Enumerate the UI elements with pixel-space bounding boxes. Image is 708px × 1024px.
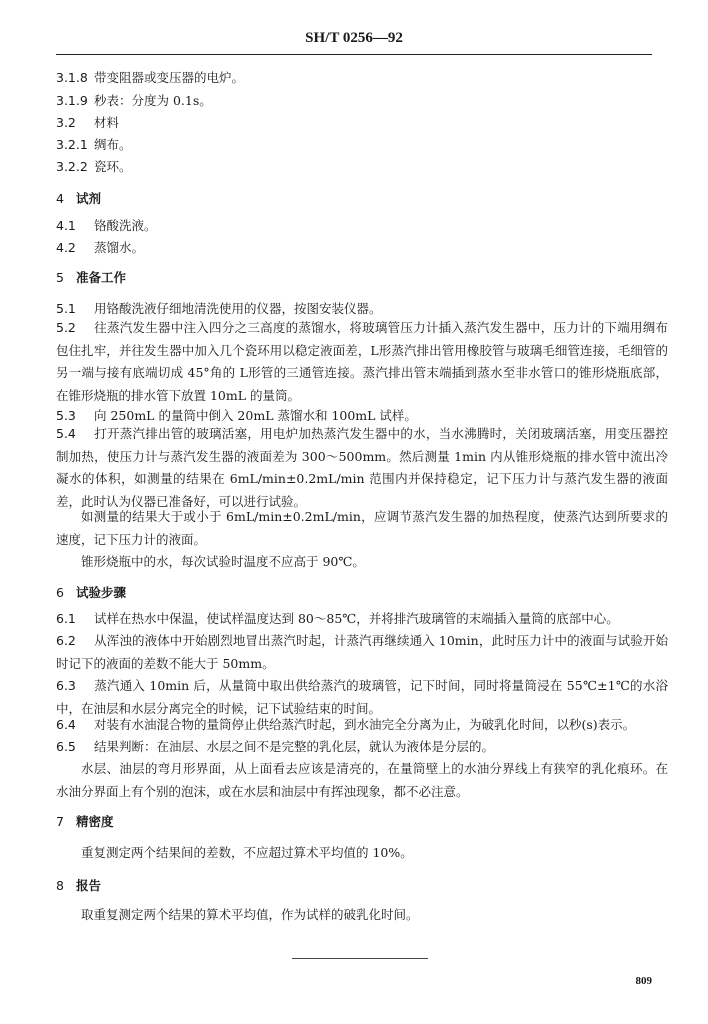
clause-number: 6.1 (56, 611, 76, 626)
clause-number: 3.2.2 (56, 159, 88, 174)
section-title: 精密度 (76, 814, 114, 829)
clause-number: 5.2 (56, 320, 76, 335)
section-number: 8 (56, 878, 64, 893)
clause-number: 6.2 (56, 633, 76, 648)
section-number: 5 (56, 270, 64, 285)
section-7-heading (56, 812, 114, 830)
clause-number: 4.2 (56, 240, 76, 255)
clause-5-2 (56, 317, 668, 407)
clause-number: 3.1.9 (56, 93, 88, 108)
clause-text: 用铬酸洗液仔细地清洗使用的仪器，按图安装仪器。 (94, 301, 382, 316)
clause-text: 秒表：分度为 0.1s。 (94, 93, 212, 108)
standard-code-header: SH/T 0256—92 (305, 30, 403, 46)
clause-6-5-paragraph-2: 水层、油层的弯月形界面，从上面看去应该是清亮的，在量筒壁上的水油分界线上有狭窄的乳化痕环。在水油分界面上有个别的泡沫，或在水层和油层中有挥浊现象，都不必注意。 (56, 761, 668, 799)
section-5-heading (56, 268, 126, 286)
clause-text: 瓷环。 (94, 159, 132, 174)
clause-text: 打开蒸汽排出管的玻璃活塞，用电炉加热蒸汽发生器中的水，当水沸腾时，关闭玻璃活塞，用变压器控制加热，使压力计与蒸汽发生器的液面差为 300～500mm。然后测量 1min 内从锥形烧瓶的排水管中流出冷凝水的体积，如测量的结果在 6mL/min±0.2mL/min 范围内并保持稳定，记下压力计与蒸汽发生器的液面差，此时认为仪器已准备好，可以进行试验。 (56, 426, 668, 509)
section-title: 试剂 (76, 191, 102, 206)
clause-text: 向 250mL 的量筒中倒入 20mL 蒸馏水和 100mL 试样。 (94, 408, 417, 423)
clause-text: 材料 (94, 115, 120, 130)
clause-3-1-8 (56, 68, 244, 86)
clause-number: 6.5 (56, 739, 76, 754)
clause-text: 往蒸汽发生器中注入四分之三高度的蒸馏水，将玻璃管压力计插入蒸汽发生器中，压力计的下端用绸布包住扎牢，并往发生器中加入几个瓷环用以稳定液面差，L形蒸汽排出管用橡胶管与玻璃毛细管连接，毛细管的另一端与接有底端切成 45°角的 L形管的三通管连接。蒸汽排出管末端插到蒸水至非水管口的锥形烧瓶底部，在锥形烧瓶的排水管下放置 10mL 的量筒。 (56, 320, 668, 403)
clause-number: 6.3 (56, 678, 76, 693)
clause-3-2 (56, 113, 119, 131)
section-title: 报告 (76, 878, 102, 893)
section-number: 7 (56, 814, 64, 829)
clause-5-4-paragraph-2: 如测量的结果大于或小于 6mL/min±0.2mL/min，应调节蒸汽发生器的加热程度，使蒸汽达到所要求的速度，记下压力计的液面。 (56, 509, 668, 547)
clause-6-5 (56, 736, 668, 759)
section-title: 试验步骤 (76, 585, 127, 600)
clause-5-3 (56, 406, 417, 424)
footer-rule (292, 958, 428, 959)
page-number: 809 (635, 975, 652, 987)
clause-text: 铬酸洗液。 (94, 218, 157, 233)
clause-number: 6.4 (56, 717, 76, 732)
section-number: 4 (56, 191, 64, 206)
section-title: 准备工作 (76, 270, 127, 285)
clause-number: 4.1 (56, 218, 76, 233)
clause-4-1 (56, 216, 157, 234)
section-7-text: 重复测定两个结果间的差数，不应超过算术平均值的 10%。 (81, 845, 413, 860)
clause-text: 试样在热水中保温，使试样温度达到 80～85℃，并将排汽玻璃管的末端插入量筒的底部中心。 (94, 611, 619, 626)
clause-number: 5.4 (56, 426, 76, 441)
clause-text: 对装有水油混合物的量筒停止供给蒸汽时起，到水油完全分离为止，为破乳化时间，以秒(s)表示。 (94, 717, 636, 732)
section-6-heading (56, 583, 126, 601)
clause-6-1 (56, 608, 668, 631)
section-number: 6 (56, 585, 64, 600)
clause-number: 3.1.8 (56, 70, 88, 85)
clause-text: 带变阻器或变压器的电炉。 (94, 70, 245, 85)
clause-6-4 (56, 714, 668, 737)
clause-number: 3.2.1 (56, 137, 88, 152)
clause-3-2-1 (56, 135, 132, 153)
clause-5-4 (56, 423, 668, 513)
clause-text: 蒸汽通入 10min 后，从量筒中取出供给蒸汽的玻璃管，记下时间，同时将量筒浸在 55℃±1℃的水浴中，在油层和水层分离完全的时候，记下试验结束的时间。 (56, 678, 668, 716)
section-8-text: 取重复测定两个结果的算术平均值，作为试样的破乳化时间。 (81, 907, 419, 922)
header-rule (56, 54, 652, 55)
clause-3-1-9 (56, 91, 212, 109)
clause-number: 5.1 (56, 301, 76, 316)
clause-number: 3.2 (56, 115, 76, 130)
clause-5-4-paragraph-3: 锥形烧瓶中的水，每次试验时温度不应高于 90℃。 (81, 554, 365, 569)
clause-5-1 (56, 299, 382, 317)
clause-text: 绸布。 (94, 137, 132, 152)
clause-text: 从浑浊的液体中开始剧烈地冒出蒸汽时起，计蒸汽再继续通入 10min，此时压力计中的液面与试验开始时记下的液面的差数不能大于 50mm。 (56, 633, 668, 671)
clause-4-2 (56, 238, 144, 256)
section-4-heading (56, 189, 101, 207)
clause-text: 蒸馏水。 (94, 240, 145, 255)
clause-number: 5.3 (56, 408, 76, 423)
clause-3-2-2 (56, 157, 132, 175)
clause-text: 结果判断：在油层、水层之间不是完整的乳化层，就认为液体是分层的。 (94, 739, 495, 754)
section-8-heading (56, 876, 101, 894)
clause-6-2 (56, 630, 668, 675)
